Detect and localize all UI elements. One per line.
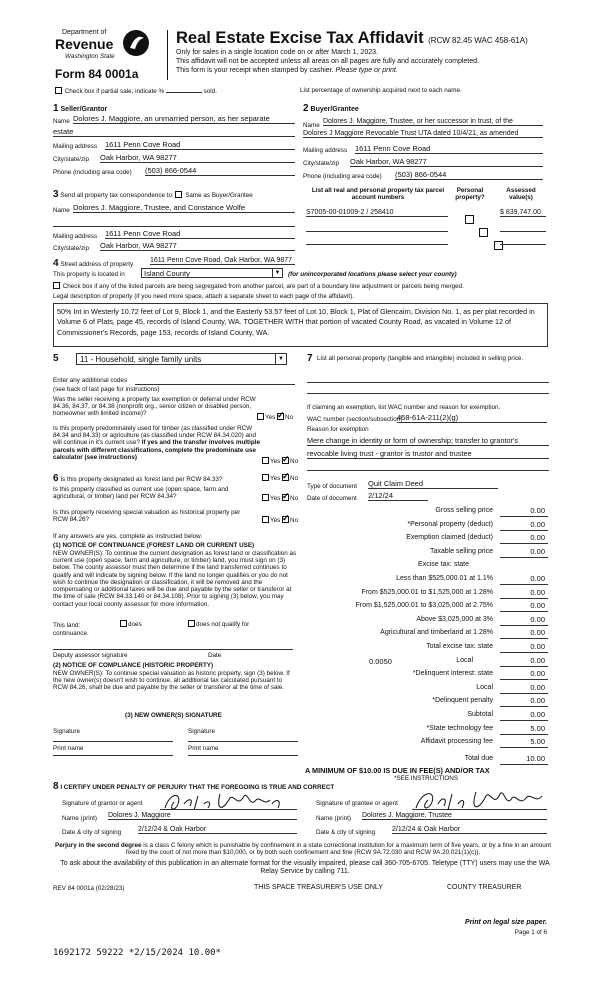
header-line2: This affidavit will not be accepted unless all areas on all pages are fully and accurately completed. xyxy=(176,58,479,65)
legal-description-box[interactable] xyxy=(53,303,548,347)
correspondence-name-line2[interactable] xyxy=(53,218,295,227)
header-divider xyxy=(167,30,168,80)
buyer-phone[interactable]: (503) 866-0544 xyxy=(395,170,543,180)
personal-property-line2[interactable] xyxy=(307,392,549,394)
section6-num: 6 xyxy=(53,473,59,484)
correspondence-city-label: City/state/zip xyxy=(53,245,90,252)
owner-print1-label: Print name xyxy=(53,745,84,752)
alt-format-notice: To ask about the availability of this publication in an alternate format for the visually impaired, please call 360-705-6705. Teletype (TTY) users may use the WA Relay Service by calling 711. xyxy=(60,860,550,876)
calc-label: Total excise tax: state xyxy=(426,643,493,650)
doc-type[interactable]: Quit Claim Deed xyxy=(368,479,498,489)
local-rate: 0.0050 xyxy=(369,656,392,666)
perjury-bold: Perjury in the second degree xyxy=(55,842,142,849)
section8-num: 8 xyxy=(53,781,59,792)
calc-label: Affidavit processing fee xyxy=(420,738,493,746)
correspondence-name[interactable]: Dolores J. Maggiore, Trustee, and Constance Wolfe xyxy=(73,203,295,213)
grantor-date[interactable]: 2/12/24 & Oak Harbor xyxy=(138,826,297,834)
calc-label: *Delinquent penalty xyxy=(432,697,493,705)
s5-q2-no-checkbox[interactable] xyxy=(282,457,289,464)
seller-mailing-label: Mailing address xyxy=(53,143,98,150)
buyer-phone-label: Phone (including area code) xyxy=(303,173,382,180)
calc-label: Local xyxy=(476,683,493,691)
calc-row xyxy=(292,507,549,518)
s6-q2-yes-label: Yes xyxy=(270,495,281,502)
dept-line3: Washington State xyxy=(65,53,115,60)
owner-sig1-line[interactable] xyxy=(53,740,173,742)
calc-line[interactable] xyxy=(500,530,548,531)
buyer-heading-num: 2 xyxy=(303,103,309,114)
grantor-date-label: Date & city of signing xyxy=(62,829,122,836)
continuance-label: continuance. xyxy=(53,630,89,637)
wac-number[interactable]: 458-61A-211(2)(g) xyxy=(397,413,547,423)
seller-heading-num: 1 xyxy=(53,103,59,114)
grantor-name[interactable]: Dolores J. Maggiore xyxy=(108,812,297,820)
calc-line[interactable] xyxy=(500,543,548,544)
s5-q2-no-label: No xyxy=(290,458,299,465)
ownership-note: List percentage of ownership acquired next to each name. xyxy=(300,87,462,94)
seller-name-line2[interactable]: estate xyxy=(53,127,295,137)
recording-stamp: 1692172 59222 *2/15/2024 10.00* xyxy=(53,948,221,958)
calc-label: From $525,000.01 to $1,525,000 at 1.28% xyxy=(361,588,493,596)
grantee-name[interactable]: Dolores J. Maggiore, Trustee xyxy=(362,812,547,820)
dept-line1: Department of xyxy=(62,29,107,36)
reason-line3[interactable] xyxy=(307,469,549,471)
calc-line[interactable] xyxy=(500,693,548,694)
seller-heading-label: Seller/Grantor xyxy=(60,106,108,113)
form-number: Form 84 0001a xyxy=(55,67,139,81)
buyer-heading xyxy=(303,103,359,115)
grantee-name-label: Name (print) xyxy=(316,815,351,822)
legal-paper-note: Print on legal size paper. xyxy=(464,919,547,926)
deputy-signature-line[interactable] xyxy=(53,648,293,650)
calc-row xyxy=(292,657,549,668)
same-as-buyer-checkbox[interactable] xyxy=(175,191,182,198)
calc-row xyxy=(292,684,549,695)
does-not-checkbox[interactable] xyxy=(188,620,195,627)
seller-mailing[interactable]: 1611 Penn Cove Road xyxy=(105,140,295,150)
s6-q2-no-checkbox[interactable] xyxy=(282,494,289,501)
this-land-label: This land: xyxy=(53,622,81,629)
correspondence-mailing-label: Mailing address xyxy=(53,233,98,240)
form-title: Real Estate Excise Tax Affidavit xyxy=(176,29,424,47)
calc-line[interactable] xyxy=(500,706,548,707)
calc-line[interactable] xyxy=(500,747,548,748)
grantee-signature-scribble xyxy=(412,788,552,814)
doc-type-label: Type of document xyxy=(307,483,358,490)
calc-line[interactable] xyxy=(500,584,548,585)
correspondence-heading-a: Send all property tax correspondence to: xyxy=(60,192,174,199)
doc-date-label: Date of document xyxy=(307,495,357,502)
doc-date[interactable]: 2/12/24 xyxy=(368,491,428,501)
reason-line2[interactable]: revocable living trust - grantor is trustor and trustee xyxy=(307,449,549,459)
owner-print2-line[interactable] xyxy=(188,754,298,756)
grantor-name-label: Name (print) xyxy=(62,815,97,822)
additional-codes-label: Enter any additional codes xyxy=(53,377,128,384)
grantee-sig-label: Signature of grantee or agent xyxy=(316,800,398,807)
see-instructions: *SEE INSTRUCTIONS xyxy=(394,775,459,782)
calc-label: *Personal property (deduct) xyxy=(407,520,493,528)
form-title-block xyxy=(176,29,528,48)
segregated-checkbox[interactable] xyxy=(53,282,60,289)
s6-q1-row xyxy=(53,473,222,485)
calc-value: 0.00 xyxy=(530,614,545,624)
dept-line2: Revenue xyxy=(55,36,114,52)
calc-value: 10.00 xyxy=(526,754,545,763)
wac-label: WAC number (section/subsection) xyxy=(307,416,403,423)
s6-q1: Is this property designated as forest land per RCW 84.33? xyxy=(60,476,223,483)
does-option xyxy=(120,620,142,628)
calc-label: Taxable selling price xyxy=(429,547,493,555)
s6-q1-no-label: No xyxy=(290,475,299,482)
additional-codes-note: (see back of last page for instructions) xyxy=(53,386,160,393)
calc-label: Local xyxy=(456,656,473,664)
header-line3-text: This form is your receipt when stamped by cashier. xyxy=(176,67,334,74)
calc-row xyxy=(292,711,549,722)
s6-q3: Is this property receiving special valuation as historical property per RCW 84.26? xyxy=(53,509,241,524)
calc-label: Agricultural and timberland at 1.28% xyxy=(380,629,493,637)
deputy-date-label: Date xyxy=(208,652,222,659)
s5-q1: Was the seller receiving a property tax exemption or deferral under RCW 84.36, 84.37, or 84.38 (nonprofit org., senior citizen or disabled person, homeowner with limited income)? xyxy=(53,396,256,418)
personal-property-line1[interactable] xyxy=(307,381,549,383)
county-note: (for unincorporated locations please select your county) xyxy=(288,271,457,278)
s6-q2-answers xyxy=(262,494,298,502)
correspondence-heading-b: Same as Buyer/Grantee xyxy=(185,192,253,199)
s5-q2-answers xyxy=(262,457,298,465)
street-row xyxy=(53,258,133,270)
calc-row xyxy=(292,697,549,708)
s5-q2-bold: If yes and the transfer involves multiple parcels with different classifications, complete the predominate use calculator (see instructions) xyxy=(53,439,260,461)
parcels-col2-header: Personal property? xyxy=(455,187,485,202)
s6-q3-yes-checkbox[interactable] xyxy=(262,516,269,523)
buyer-city[interactable]: Oak Harbor, WA 98277 xyxy=(350,157,543,167)
perjury-rest: is a class C felony which is punishable by confinement in a state correctional institution for a maximum term of five years, or by a fine in an amount fixed by the court of not more than $10,000, or by both such confinement and fine (RCW 9A.72.030 and RCW 9A.20.021(1)(c)). xyxy=(125,842,551,857)
notice1-title: (1) NOTICE OF CONTINUANCE (FOREST LAND OR CURRENT USE) xyxy=(53,542,255,549)
notice2-body: NEW OWNER(S): To continue special valuation as historic property, sign (3) below. If the new owner(s) doesn't wish to continue, all additional tax calculated pursuant to RCW 84.26, shall be due and payable by the seller or transferor at the time of sale. xyxy=(53,670,290,692)
header-line3 xyxy=(176,67,398,75)
additional-codes-input[interactable] xyxy=(135,376,295,385)
header-line3-italic: Please type or print. xyxy=(335,67,398,74)
calc-line[interactable] xyxy=(500,652,548,653)
calc-label: Total due xyxy=(464,755,493,762)
section7-num: 7 xyxy=(307,353,313,364)
owner-sig1-label: Signature xyxy=(53,728,80,735)
parcel-personal-checkbox-1[interactable] xyxy=(465,215,474,224)
reason-line1[interactable]: Mere change in identity or form of ownership; transfer to grantor's xyxy=(307,436,549,446)
parcels-col3-header: Assessed value(s) xyxy=(506,187,536,202)
calc-label: Above $3,025,000 at 3% xyxy=(416,615,493,623)
s6-q3-yes-label: Yes xyxy=(270,517,281,524)
use-code-select[interactable] xyxy=(76,353,287,365)
owner-print2-label: Print name xyxy=(188,745,219,752)
calc-line[interactable] xyxy=(500,638,548,639)
form-statute: (RCW 82.45 WAC 458-61A) xyxy=(428,36,528,45)
calc-row xyxy=(292,521,549,532)
does-label: does xyxy=(128,621,142,628)
seller-name-line1[interactable]: Dolores J. Maggiore, an unmarried person, as her separate xyxy=(73,114,295,124)
header-line1: Only for sales in a single location code on or after March 1, 2023. xyxy=(176,49,378,56)
rev-number: REV 84 0001a (02/28/23) xyxy=(53,885,125,892)
s6-q1-yes-checkbox[interactable] xyxy=(262,474,269,481)
does-not-option xyxy=(188,620,249,628)
seller-phone-label: Phone (including area code) xyxy=(53,169,132,176)
legal-description: 50% Int in Westerly 10.72 feet of Lot 9, Block 1, and the Easterly 53.57 feet of Lot 10, Block 1, Plat of Glencairn, Division No. 1, as per plat recorded in Volume 6 of Plats, page 45, records of Island County, WA. TOGETHER WITH that portion of vacated County Road, as vacated in Volume 12 of Commissioner's Records, page 153, records of Island County, WA. xyxy=(57,307,535,337)
calc-total-row xyxy=(292,755,549,766)
segregated-label: Check box if any of the listed parcels are being segregated from another parcel, are part of a boundary line adjustment or parcels being merged. xyxy=(62,283,464,290)
calc-line[interactable] xyxy=(500,679,548,680)
calc-row xyxy=(292,670,549,681)
calc-value: 0.00 xyxy=(530,682,545,692)
calc-label: *Delinquent interest: state xyxy=(412,670,493,678)
calc-line[interactable] xyxy=(500,734,548,735)
calc-label: Excise tax: state xyxy=(418,561,469,569)
owner-sig2-label: Signature xyxy=(188,728,215,735)
calc-label: *State technology fee xyxy=(426,724,493,732)
s6-q2-yes-checkbox[interactable] xyxy=(262,494,269,501)
s5-q2 xyxy=(53,425,261,461)
buyer-name-label: Name xyxy=(303,122,320,129)
reason-label: Reason for exemption xyxy=(307,426,369,433)
calc-value: 5.00 xyxy=(530,723,545,733)
calc-row xyxy=(292,616,549,627)
tax-calculation xyxy=(292,507,552,755)
calc-row xyxy=(292,575,549,586)
located-label: This property is located in xyxy=(53,271,125,278)
perjury-notice xyxy=(53,842,553,856)
calc-label: Gross selling price xyxy=(435,507,493,514)
correspondence-mailing[interactable]: 1611 Penn Cove Road xyxy=(105,229,295,239)
does-not-label: does not qualify for xyxy=(196,621,250,628)
calc-row xyxy=(292,629,549,640)
owner-sig2-line[interactable] xyxy=(188,740,298,742)
calc-value: 5.00 xyxy=(530,737,545,747)
parcels-col1-header: List all real and personal property tax parcel account numbers xyxy=(311,187,445,202)
correspondence-num: 3 xyxy=(53,189,59,200)
use-code-value: 11 - Household, single family units xyxy=(80,355,202,364)
parcel-value-1[interactable]: $ 839,747.00 xyxy=(500,209,546,217)
partial-sale-checkbox[interactable] xyxy=(55,87,62,94)
calc-value: 0.00 xyxy=(530,506,545,515)
seller-city-label: City/state/zip xyxy=(53,156,90,163)
calc-value: 0.00 xyxy=(530,546,545,556)
s6-q1-yes-label: Yes xyxy=(270,475,281,482)
grantor-sig-label: Signature of grantor or agent xyxy=(62,800,143,807)
does-checkbox[interactable] xyxy=(120,620,127,627)
grantee-date-label: Date & city of signing xyxy=(316,829,376,836)
calc-value: 0.00 xyxy=(530,710,545,719)
grantor-signature-scribble xyxy=(160,790,300,814)
buyer-city-label: City/state/zip xyxy=(303,160,340,167)
s5-q2-text: Is this property predominately used for timber (as classified under RCW 84.34 and 84.33) or agriculture (as classified under RCW 84.34.020) and will continue in it's current use? xyxy=(53,425,257,447)
parcel-number-1[interactable]: S7005-00-01009-2 / 258410 xyxy=(306,209,448,217)
seller-name-label: Name xyxy=(53,118,70,125)
notice1-body: NEW OWNER(S): To continue the current designation as forest land or classification as current use (open space, farm and agriculture, or timber) land, you must sign on (3) below. The county assessor must then determine if the land transferred continues to qualify and will indicate by signing below. If the land no longer qualifies or you do not wish to continue the designation or classification, it will be removed and the compensating or additional taxes will be due and payable by the seller or transferor at the time of sale (RCW 84.33.140 or 84.34.108). Prior to signing (3) below, you may contact your local county assessor for more information. xyxy=(53,550,297,608)
section5-num: 5 xyxy=(53,353,59,364)
legal-label: Legal description of property (if you need more space, attach a separate sheet to each page of the affidavit). xyxy=(53,293,354,300)
calc-line[interactable] xyxy=(500,764,548,765)
calc-row xyxy=(292,561,549,572)
county-value: Island County xyxy=(144,269,190,278)
buyer-name-line1[interactable]: Dolores J. Maggiore, Trustee, or her successor in trust, of the xyxy=(323,118,543,126)
calc-row xyxy=(292,589,549,600)
parcel-value-3[interactable] xyxy=(500,235,546,245)
s5-q2-yes-checkbox[interactable] xyxy=(262,457,269,464)
calc-label: From $1,525,000.01 to $3,025,000 at 2.75% xyxy=(355,602,493,610)
calc-line[interactable] xyxy=(500,516,548,517)
certify-text: I CERTIFY UNDER PENALTY OF PERJURY THAT THE FOREGOING IS TRUE AND CORRECT xyxy=(60,784,335,791)
notice2-title: (2) NOTICE OF COMPLIANCE (HISTORIC PROPERTY) xyxy=(53,662,214,669)
s5-q1-answers xyxy=(257,413,293,421)
correspondence-heading xyxy=(53,189,253,201)
property-num: 4 xyxy=(53,258,59,269)
calc-row xyxy=(292,602,549,613)
calc-value: 0.00 xyxy=(530,628,545,638)
buyer-mailing-label: Mailing address xyxy=(303,147,348,154)
calc-label: Less than $525,000.01 at 1.1% xyxy=(396,575,493,582)
s6-q3-no-checkbox[interactable] xyxy=(282,516,289,523)
buyer-mailing[interactable]: 1611 Penn Cove Road xyxy=(355,144,543,154)
s6-q2: Is this property classified as current use (open space, farm and agricultural, or timber) land per RCW 84.34? xyxy=(53,486,229,501)
street-address[interactable]: 1611 Penn Cove Road, Oak Harbor, WA 9877 xyxy=(150,257,295,265)
this-land-row xyxy=(53,622,80,629)
correspondence-city[interactable]: Oak Harbor, WA 98277 xyxy=(100,241,295,251)
calc-line[interactable] xyxy=(500,557,548,558)
buyer-name-line2[interactable]: Dolores J Maggiore Revocable Trust UTA dated 10/4/21, as amended xyxy=(303,130,543,138)
s6-q1-no-checkbox[interactable] xyxy=(282,474,289,481)
county-treasurer: COUNTY TREASURER xyxy=(447,884,522,891)
parcel-value-2[interactable] xyxy=(500,222,546,232)
calc-value: 0.00 xyxy=(530,533,545,543)
section7-heading: List all personal property (tangible and intangible) included in selling price. xyxy=(317,355,524,362)
correspondence-name-label: Name xyxy=(53,207,70,214)
owner-print1-line[interactable] xyxy=(53,754,173,756)
seller-city[interactable]: Oak Harbor, WA 98277 xyxy=(100,153,295,163)
s5-q2-yes-label: Yes xyxy=(270,458,281,465)
chevron-down-icon: ▼ xyxy=(275,354,286,364)
s6-q2-no-label: No xyxy=(290,495,299,502)
partial-sale-label: Check box if partial sale, indicate % xyxy=(64,88,165,95)
calc-line[interactable] xyxy=(500,666,548,667)
dor-emblem-icon xyxy=(121,28,151,58)
s6-q1-answers xyxy=(262,474,298,482)
street-label: Street address of property xyxy=(60,261,134,268)
treasurer-use: THIS SPACE TREASURER'S USE ONLY xyxy=(254,884,383,891)
calc-row xyxy=(292,725,549,736)
calc-row xyxy=(292,534,549,545)
exemption-label: If claiming an exemption, list WAC number and reason for exemption. xyxy=(307,404,501,411)
calc-line[interactable] xyxy=(500,598,548,599)
calc-value: 0.00 xyxy=(530,601,545,611)
calc-line[interactable] xyxy=(500,625,548,626)
calc-row xyxy=(292,548,549,559)
calc-value: 0.00 xyxy=(530,587,545,597)
partial-sale-row xyxy=(55,87,217,95)
calc-row xyxy=(292,643,549,654)
new-owner-sig-title: (3) NEW OWNER(S) SIGNATURE xyxy=(125,712,222,719)
s5-q1-yes-checkbox[interactable] xyxy=(257,413,264,420)
partial-sale-percent[interactable] xyxy=(166,92,202,93)
grantee-date[interactable]: 2/12/24 & Oak Harbor xyxy=(392,826,547,834)
page-number: Page 1 of 6 xyxy=(514,929,547,936)
s5-q1-no-label: No xyxy=(285,414,294,421)
parcel-number-3[interactable] xyxy=(306,235,448,245)
calc-value: 0.00 xyxy=(530,574,545,583)
calc-label: Exemption claimed (deduct) xyxy=(406,534,493,542)
s6-if-yes: If any answers are yes, complete as instructed below. xyxy=(53,533,203,540)
parcel-number-2[interactable] xyxy=(306,222,448,232)
county-select[interactable] xyxy=(141,268,283,278)
buyer-heading-label: Buyer/Grantee xyxy=(310,106,359,113)
calc-value: 0.00 xyxy=(530,519,545,529)
deputy-signature-label: Deputy assessor signature xyxy=(53,652,128,659)
parcel-personal-checkbox-2[interactable] xyxy=(479,228,488,237)
calc-line[interactable] xyxy=(500,611,548,612)
s5-q1-yes-label: Yes xyxy=(265,414,276,421)
calc-value: 0.00 xyxy=(530,642,545,651)
seller-phone[interactable]: (503) 866-0544 xyxy=(145,166,295,176)
calc-value: 0.00 xyxy=(530,696,545,706)
calc-value: 0.00 xyxy=(530,655,545,665)
seller-heading xyxy=(53,103,107,115)
s5-q1-no-checkbox[interactable] xyxy=(277,413,284,420)
s6-q3-no-label: No xyxy=(290,517,299,524)
calc-label: Subtotal xyxy=(467,711,493,718)
calc-row xyxy=(292,738,549,749)
segregated-row xyxy=(53,282,464,290)
calc-line[interactable] xyxy=(500,720,548,721)
partial-sale-label-b: sold. xyxy=(203,88,217,95)
calc-value: 0.00 xyxy=(530,669,545,679)
chevron-down-icon: ▼ xyxy=(272,268,282,278)
minimum-due: A MINIMUM OF $10.00 IS DUE IN FEE(S) AND/OR TAX xyxy=(305,766,490,775)
